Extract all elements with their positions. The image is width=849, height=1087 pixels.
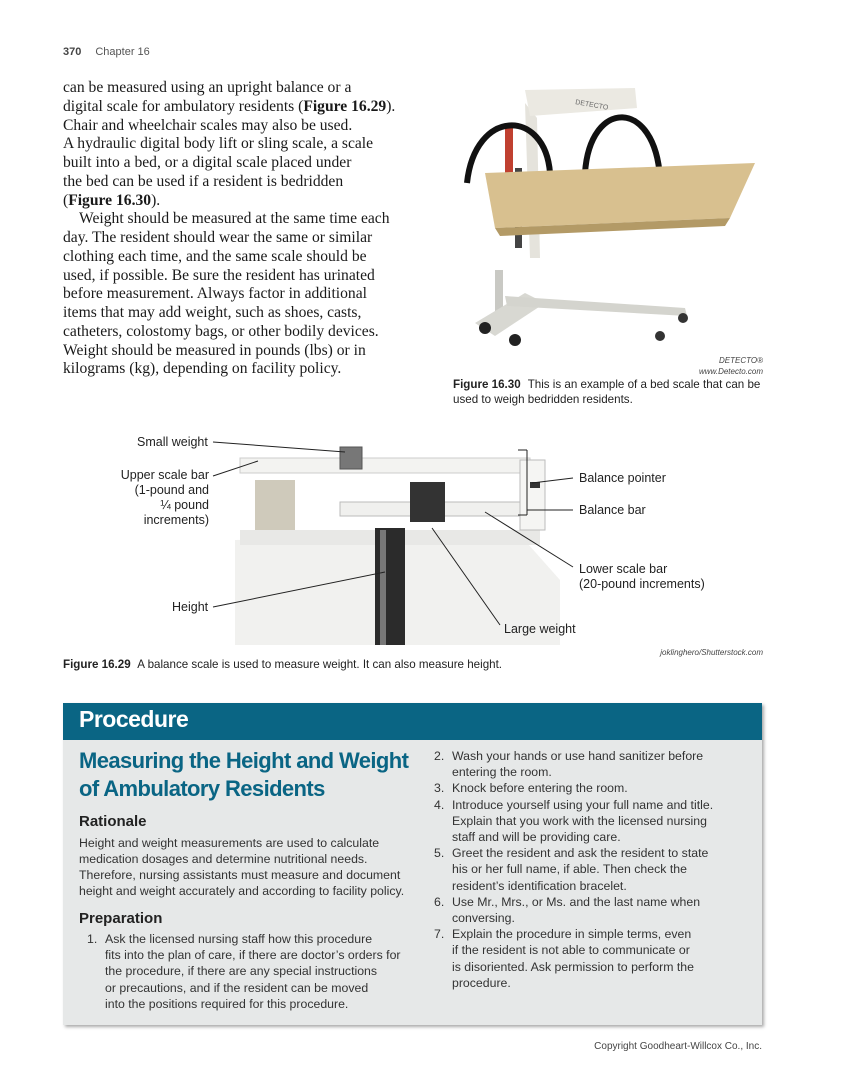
text-line: can be measured using an upright balance or a [63, 79, 352, 96]
text-line: before measurement. Always factor in additional [63, 285, 367, 303]
text-line: items that may add weight, such as shoes, casts, [63, 304, 362, 321]
photo-credit-shutterstock: joklinghero/Shutterstock.com [660, 648, 763, 657]
preparation-heading: Preparation [79, 910, 163, 927]
figure-label: Figure 16.29 [63, 658, 131, 671]
procedure-header-bar [63, 703, 762, 740]
text-line: kilograms (kg), depending on facility policy. [63, 360, 342, 378]
step-item: 5. Greet the resident and ask the resident to state his or her full name, if able. Then check the resident’s identification bracelet. [434, 846, 709, 893]
copyright-footer: Copyright Goodheart-Willcox Co., Inc. [594, 1041, 762, 1052]
label-height: Height [172, 600, 209, 614]
text-line: (Figure 16.30). [63, 191, 161, 209]
text-line: used, if possible. Be sure the resident has urinated [63, 266, 375, 284]
figure-caption-16-29: Figure 16.29 A balance scale is used to measure weight. It can also measure height. [63, 658, 503, 671]
label-balance-pointer: Balance pointer [579, 471, 666, 485]
text-line: Chair and wheelchair scales may also be used. [63, 116, 353, 134]
label-small-weight: Small weight [137, 435, 208, 449]
procedure-box [63, 703, 762, 1025]
label-balance-bar: Balance bar [579, 503, 646, 517]
text-line: the bed can be used if a resident is bedridden [63, 172, 344, 190]
step-item: 6. Use Mr., Mrs., or Ms. and the last name when conversing. [434, 894, 701, 926]
body-text [63, 79, 403, 379]
steps-right [434, 748, 713, 991]
bed-scale-photo [455, 78, 775, 353]
rationale-heading: Rationale [79, 813, 147, 830]
rationale-text: Height and weight measurements are used to calculate medication dosages and determine nutritional needs. Therefore, nursing assistants must measure and document height and weight accurately and according to facility policy. [79, 836, 405, 898]
figure-ref: Figure 16.30 [68, 191, 152, 209]
text-line: Weight should be measured in pounds (lbs) or in [63, 341, 366, 359]
text-line: day. The resident should wear the same or similar [63, 229, 373, 246]
page-number: 370 [63, 46, 82, 58]
figure-caption-16-30: Figure 16.30 This is an example of a bed scale that can be used to weigh bedridden residents. [453, 378, 761, 406]
step-item: 4. Introduce yourself using your full name and title. Explain that you work with the licensed nursing staff and will be providing care. [434, 797, 714, 845]
step-item: 1. Ask the licensed nursing staff how this procedure fits into the plan of care, if there are doctor’s orders for the procedure, if there are any special instructions or precautions, and if the resident can be moved into the positions required for this procedure. [87, 932, 401, 1011]
chapter-label: Chapter 16 [95, 46, 150, 58]
figure-ref: Figure 16.29 [303, 97, 387, 115]
balance-scale-photo [230, 440, 570, 645]
label-large-weight: Large weight [504, 622, 576, 636]
label-upper-scale-bar: Upper scale bar (1-pound and ¼ pound increments) [120, 468, 209, 527]
step-item: 2. Wash your hands or use hand sanitizer before entering the room. [434, 749, 704, 780]
text-line: catheters, colostomy bags, or other bodily devices. [63, 322, 379, 340]
procedure-header: Procedure [79, 706, 189, 732]
photo-credit-detecto: DETECTO® www.Detecto.com [698, 356, 763, 376]
text-line: clothing each time, and the same scale should be [63, 247, 367, 265]
text-line: built into a bed, or a digital scale placed under [63, 154, 352, 171]
figure-label: Figure 16.30 [453, 378, 521, 391]
label-lower-scale-bar: Lower scale bar (20-pound increments) [579, 562, 705, 591]
step-item: 3. Knock before entering the room. [434, 781, 628, 796]
text-line: Weight should be measured at the same time each [79, 210, 390, 228]
text-line: digital scale for ambulatory residents (Figure 16.29). [63, 97, 396, 115]
detecto-logo: DETECTO [574, 99, 609, 112]
procedure-title: Measuring the Height and Weight of Ambulatory Residents [79, 748, 409, 801]
step-item: 7. Explain the procedure in simple terms, even if the resident is not able to communicate or is disoriented. Ask permission to perform the procedure. [434, 927, 694, 990]
text-line: A hydraulic digital body lift or sling scale, a scale [63, 135, 374, 153]
running-header [63, 46, 150, 58]
steps-left [87, 931, 401, 1012]
